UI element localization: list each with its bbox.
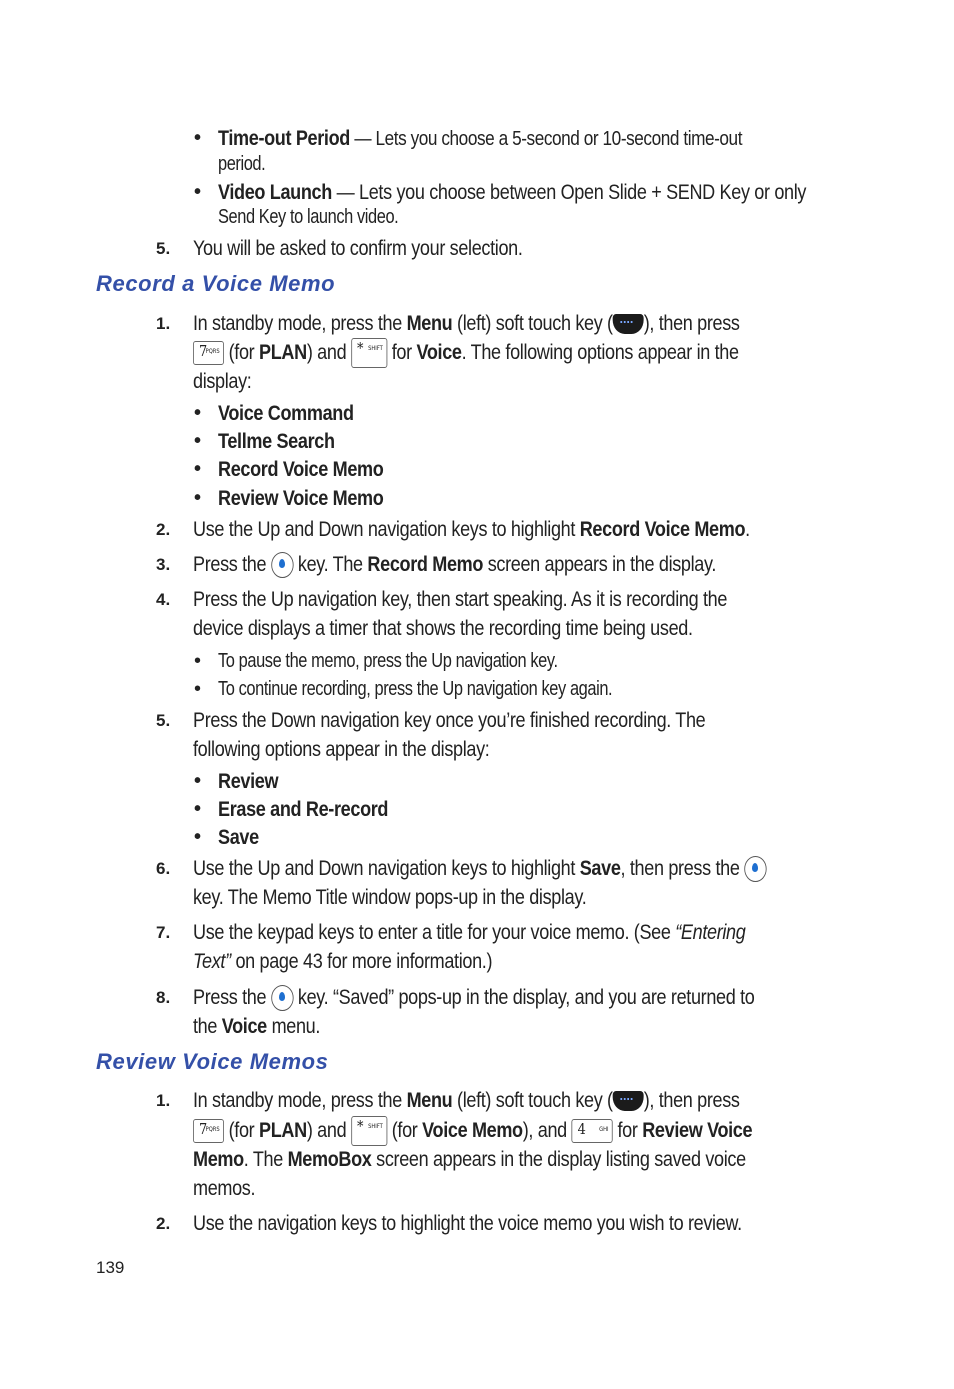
step-number: 4. [156,590,171,609]
left-soft-key-icon [613,314,644,334]
step-text: Use the Up and Down navigation keys to highlight Record Voice Memo. [193,518,750,541]
key-7-icon: 7 PQRS [193,341,224,365]
section-heading: Review Voice Memos [96,1049,329,1074]
step-text: Press the key. The Record Memo screen appears in the display. [193,550,716,579]
step-text: Use the Up and Down navigation keys to highlight Save, then press the [193,854,767,883]
step-text: Press the Up navigation key, then start speaking. As it is recording the [193,588,728,611]
key-star-icon: * SHIFT [351,338,387,368]
bullet-text: Send Key to launch video. [218,206,399,228]
step-number: 5. [156,711,171,730]
option-label: Record Voice Memo [218,458,384,481]
key-7-icon: 7 PQRS [193,1119,224,1143]
option-label: Review Voice Memo [218,487,384,510]
option-label: Review [218,770,279,793]
step-number: 1. [156,314,171,333]
step-text: Press the key. “Saved” pops-up in the display, and you are returned to [193,983,754,1012]
bullet: • [194,127,202,149]
page-number: 139 [96,1258,125,1277]
step-text: the Voice menu. [193,1015,321,1038]
ok-key-icon [271,985,293,1011]
step-number: 6. [156,859,171,878]
bullet-text: Time-out Period — Lets you choose a 5-second or 10-second time-out [218,127,743,150]
step-text: 7 PQRS (for PLAN) and * SHIFT (for Voice Memo), and 4 GHI for Review Voice [193,1116,752,1146]
step-text: 7 PQRS (for PLAN) and * SHIFT for Voice. The following options appear in the [193,338,739,368]
option-label: Tellme Search [218,430,335,453]
step-text: Use the navigation keys to highlight the voice memo you wish to review. [193,1212,742,1235]
option-label: Voice Command [218,402,354,425]
step-number: 7. [156,923,171,942]
step-number: 8. [156,988,171,1007]
ok-key-icon [271,552,293,578]
bullet-text: Video Launch — Lets you choose between Open Slide + SEND Key or only [218,181,807,204]
note-text: To pause the memo, press the Up navigation key. [218,650,558,672]
ok-key-icon [744,856,766,882]
bullet: • [194,181,202,203]
key-4-icon: 4 GHI [572,1119,613,1143]
step-text: following options appear in the display: [193,738,490,761]
left-soft-key-icon [613,1091,644,1111]
step-text: display: [193,370,252,393]
bullet: • [194,678,202,700]
step-text: device displays a timer that shows the recording time being used. [193,617,693,640]
step-text: You will be asked to confirm your selection. [193,237,523,260]
step-number: 5. [156,239,171,258]
step-text: Text” on page 43 for more information.) [193,950,493,973]
step-text: Press the Down navigation key once you’re finished recording. The [193,709,706,732]
bullet-text: period. [218,153,266,175]
note-text: To continue recording, press the Up navigation key again. [218,678,613,700]
bullet: • [194,650,202,672]
step-text: In standby mode, press the Menu (left) soft touch key ( ), then press [193,312,740,335]
bullet: • [194,402,202,424]
bullet: • [194,487,202,509]
step-text: memos. [193,1177,256,1200]
step-text: In standby mode, press the Menu (left) soft touch key ( ), then press [193,1089,740,1112]
option-label: Erase and Re-record [218,798,389,821]
bullet: • [194,430,202,452]
bullet: • [194,458,202,480]
bullet: • [194,770,202,792]
bullet: • [194,826,202,848]
step-number: 2. [156,520,171,539]
step-number: 3. [156,555,171,574]
bullet: • [194,798,202,820]
option-label: Save [218,826,259,849]
section-heading: Record a Voice Memo [96,271,336,296]
step-number: 2. [156,1214,171,1233]
key-star-icon: * SHIFT [351,1116,387,1146]
step-text: Memo. The MemoBox screen appears in the display listing saved voice [193,1148,746,1171]
step-number: 1. [156,1091,171,1110]
step-text: Use the keypad keys to enter a title for your voice memo. (See “Entering [193,921,746,944]
step-text: key. The Memo Title window pops-up in the display. [193,886,587,909]
